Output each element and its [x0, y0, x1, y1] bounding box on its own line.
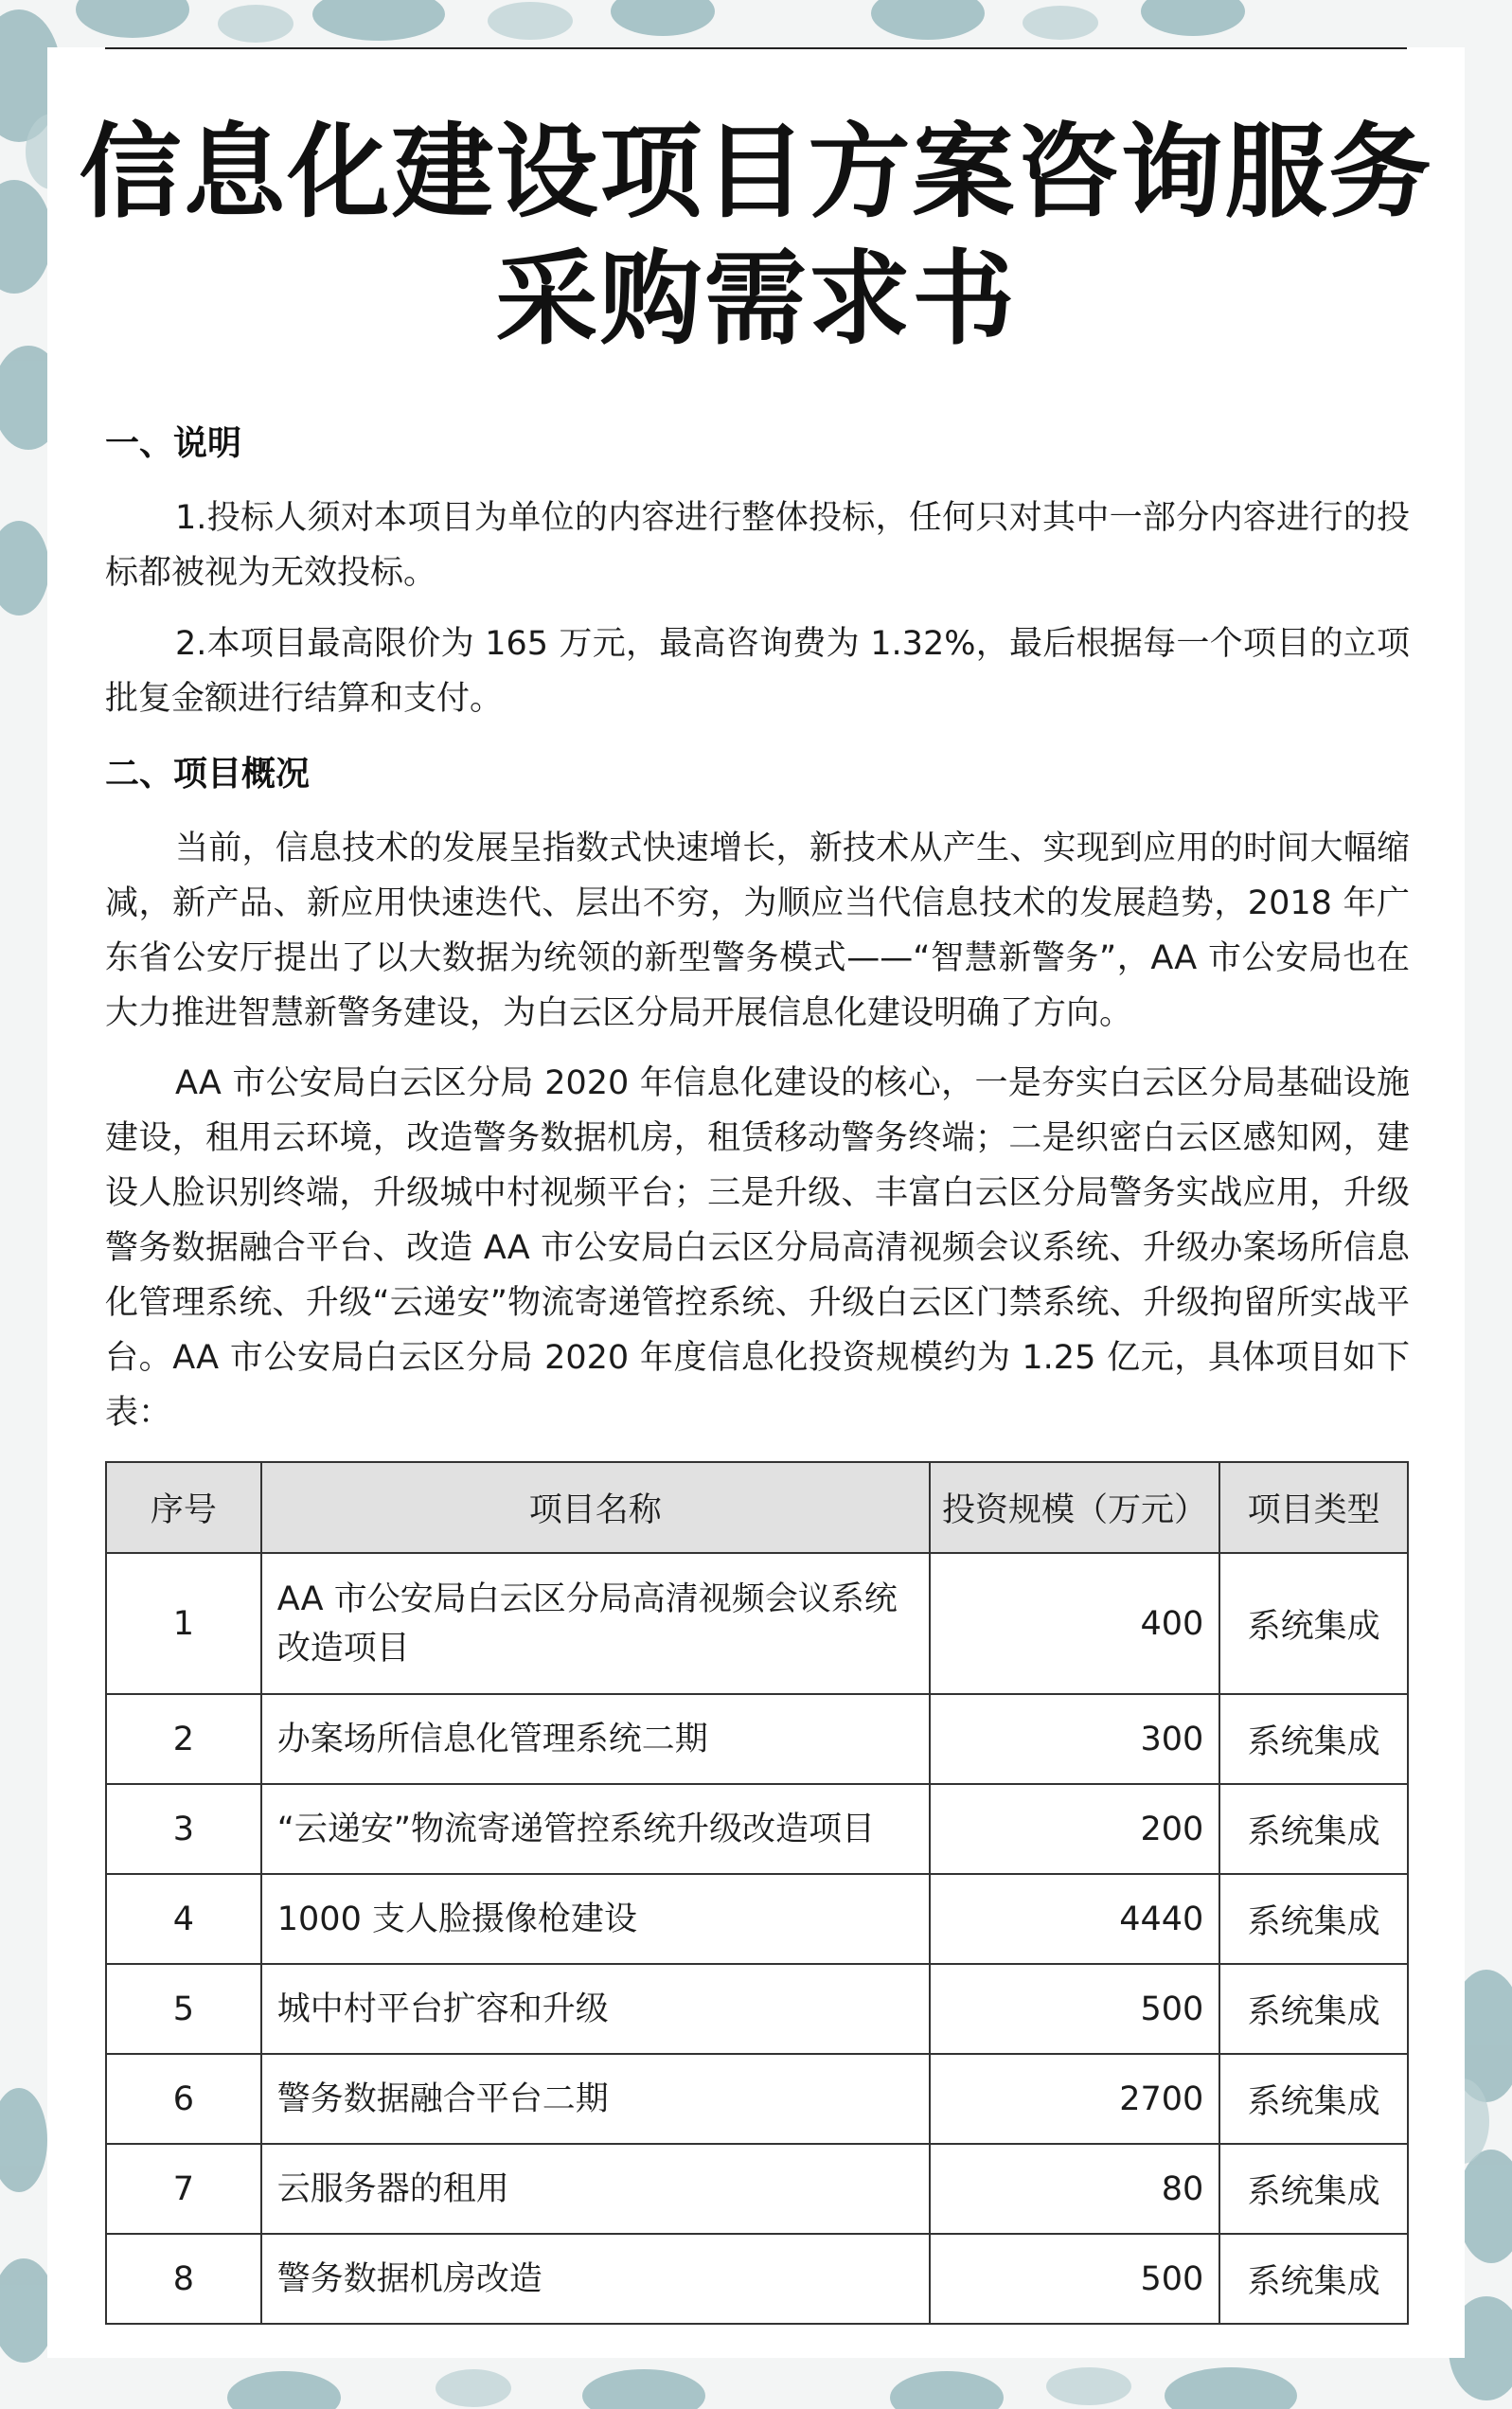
table-row [106, 2144, 1408, 2234]
table-row [106, 1553, 1408, 1694]
paragraph-price-limit: 2.本项目最高限价为 165 万元，最高咨询费为 1.32%，最后根据每一个项目的立项批复金额进行结算和支付。 [105, 625, 1410, 718]
cell-name: 警务数据机房改造 [261, 2234, 930, 2324]
table-row [106, 2234, 1408, 2324]
cell-name: 云服务器的租用 [261, 2144, 930, 2234]
cell-name: 城中村平台扩容和升级 [261, 1964, 930, 2054]
document-title-line-2: 采购需求书 [495, 241, 1017, 359]
table-header-row [106, 1462, 1408, 1553]
cell-type: 系统集成 [1219, 2234, 1408, 2324]
cell-investment: 80 [930, 2144, 1220, 2234]
cell-name: “云递安”物流寄递管控系统升级改造项目 [261, 1784, 930, 1874]
cell-no: 1 [106, 1553, 261, 1694]
cell-no: 3 [106, 1784, 261, 1874]
table-row [106, 2054, 1408, 2144]
cell-investment: 500 [930, 2234, 1220, 2324]
cell-name: 办案场所信息化管理系统二期 [261, 1694, 930, 1784]
cell-type: 系统集成 [1219, 1964, 1408, 2054]
column-header-investment: 投资规模（万元） [930, 1462, 1220, 1553]
cell-type: 系统集成 [1219, 1694, 1408, 1784]
cell-investment: 400 [930, 1553, 1220, 1694]
cell-investment: 2700 [930, 2054, 1220, 2144]
cell-type: 系统集成 [1219, 1874, 1408, 1964]
document-title-line-1: 信息化建设项目方案咨询服务 [79, 114, 1433, 232]
cell-investment: 200 [930, 1784, 1220, 1874]
cell-no: 6 [106, 2054, 261, 2144]
cell-name: 1000 支人脸摄像枪建设 [261, 1874, 930, 1964]
column-header-name: 项目名称 [261, 1462, 930, 1553]
table-row [106, 1784, 1408, 1874]
table-row [106, 1694, 1408, 1784]
table-row [106, 1874, 1408, 1964]
project-table [105, 1461, 1409, 2325]
cell-investment: 4440 [930, 1874, 1220, 1964]
paragraph-construction-core: AA 市公安局白云区分局 2020 年信息化建设的核心，一是夯实白云区分局基础设施建设，租用云环境，改造警务数据机房，租赁移动警务终端；二是织密白云区感知网，建设人脸识别终端，升级城中村视频平台；三是升级、丰富白云区分局警务实战应用，升级警务数据融合平台、改造 AA 市公安局白云区分局高清视频会议系统、升级办案场所信息化管理系统、升级“云递安”物流寄递管控系统、升级白云区门禁系统、升级拘留所实战平台。AA 市公安局白云区分局 2020 年度信息化投资规模约为 1.25 亿元，具体项目如下表： [105, 1064, 1410, 1432]
cell-no: 4 [106, 1874, 261, 1964]
cell-no: 7 [106, 2144, 261, 2234]
section-heading-overview: 二、项目概况 [105, 755, 311, 794]
cell-no: 8 [106, 2234, 261, 2324]
cell-type: 系统集成 [1219, 2054, 1408, 2144]
cell-investment: 500 [930, 1964, 1220, 2054]
cell-investment: 300 [930, 1694, 1220, 1784]
paragraph-bid-requirement: 1.投标人须对本项目为单位的内容进行整体投标，任何只对其中一部分内容进行的投标都被视为无效投标。 [105, 499, 1410, 592]
table-row [106, 1964, 1408, 2054]
cell-name: AA 市公安局白云区分局高清视频会议系统改造项目 [261, 1553, 930, 1694]
section-heading-description: 一、说明 [105, 424, 242, 463]
cell-type: 系统集成 [1219, 1784, 1408, 1874]
cell-name: 警务数据融合平台二期 [261, 2054, 930, 2144]
paragraph-background: 当前，信息技术的发展呈指数式快速增长，新技术从产生、实现到应用的时间大幅缩减，新产品、新应用快速迭代、层出不穷，为顺应当代信息技术的发展趋势，2018 年广东省公安厅提出了以大数据为统领的新型警务模式——“智慧新警务”，AA 市公安局也在大力推进智慧新警务建设，为白云区分局开展信息化建设明确了方向。 [105, 830, 1410, 1032]
cell-type: 系统集成 [1219, 2144, 1408, 2234]
cell-no: 5 [106, 1964, 261, 2054]
cell-no: 2 [106, 1694, 261, 1784]
column-header-type: 项目类型 [1219, 1462, 1408, 1553]
cell-type: 系统集成 [1219, 1553, 1408, 1694]
column-header-no: 序号 [106, 1462, 261, 1553]
